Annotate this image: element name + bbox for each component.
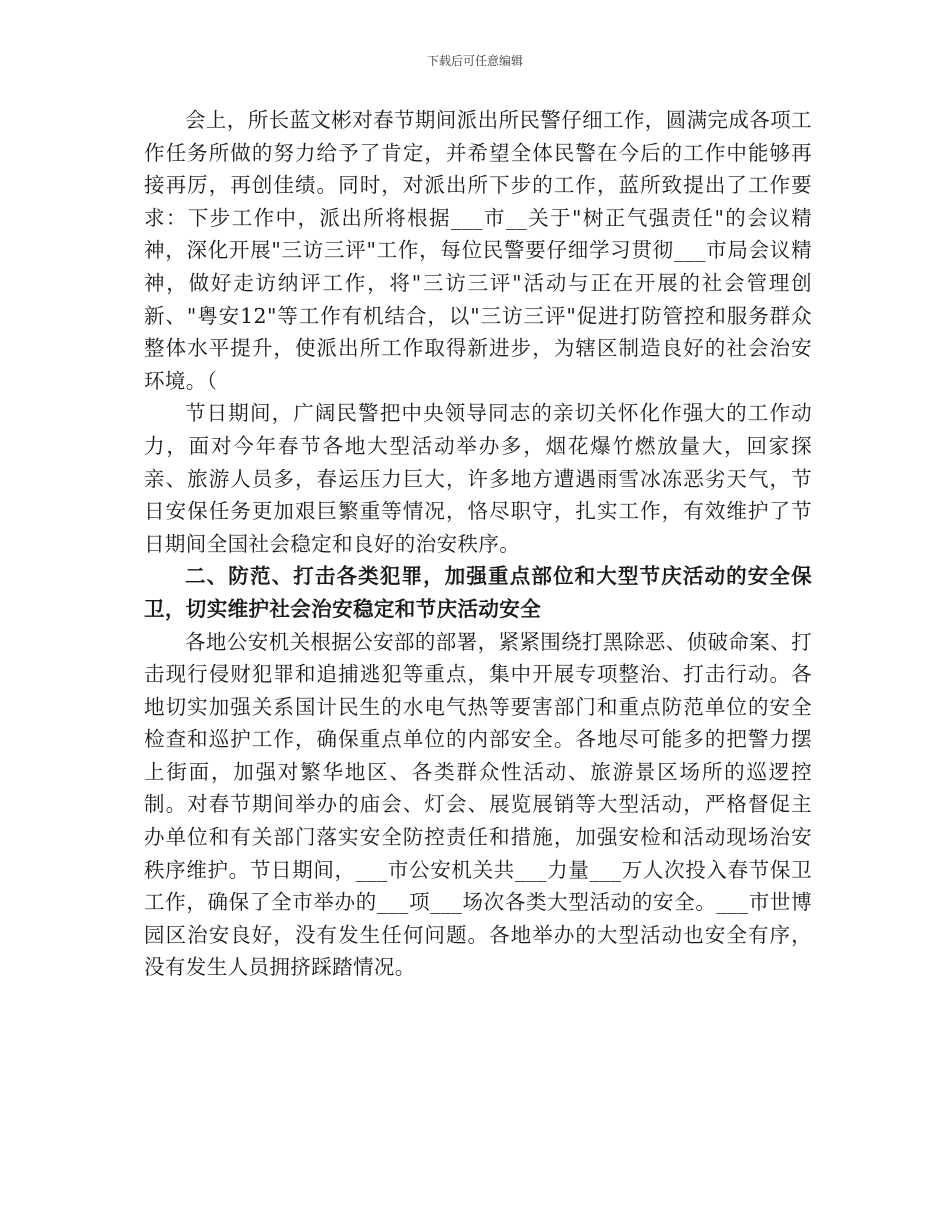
page-header: 下载后可任意编辑	[426, 54, 523, 68]
paragraph-security: 各地公安机关根据公安部的部署，紧紧围绕打黑除恶、侦破命案、打击现行侵财犯罪和追捕逃犯等重点，集中开展专项整治、打击行动。各地切实加强关系国计民生的水电气热等要害部门和重点防范单位的安全检查和巡护工作，确保重点单位的内部安全。各地尽可能多的把警力摆上街面，加强对繁华地区、各类群众性活动、旅游景区场所的巡逻控制。对春节期间举办的庙会、灯会、展览展销等大型活动，严格督促主办单位和有关部门落实安全防控责任和措施，加强安检和活动现场治安秩序维护。节日期间，___市公安机关共___力量___万人次投入春节保卫工作，确保了全市举办的___项___场次各类大型活动的安全。___市世博园区治安良好，没有发生任何问题。各地举办的大型活动也安全有序，没有发生人员拥挤踩踏情况。	[144, 629, 812, 980]
section-heading: 二、防范、打击各类犯罪，加强重点部位和大型节庆活动的安全保卫，切实维护社会治安稳定和节庆活动安全	[144, 564, 812, 621]
document-body	[144, 104, 812, 984]
paragraph-holiday: 节日期间，广阔民警把中央领导同志的亲切关怀化作强大的工作动力，面对今年春节各地大型活动举办多，烟花爆竹燃放量大，回家探亲、旅游人员多，春运压力巨大，许多地方遭遇雨雪冰冻恶劣天气，节日安保任务更加艰巨繁重等情况，恪尽职守，扎实工作，有效维护了节日期间全国社会稳定和良好的治安秩序。	[144, 401, 812, 556]
paragraph-meeting: 会上，所长蓝文彬对春节期间派出所民警仔细工作，圆满完成各项工作任务所做的努力给予了肯定，并希望全体民警在今后的工作中能够再接再厉，再创佳绩。同时，对派出所下步的工作，蓝所致提出了工作要求：下步工作中，派出所将根据___市__关于"树正气强责任"的会议精神，深化开展"三访三评"工作，每位民警要仔细学习贯彻___市局会议精神，做好走访纳评工作，将"三访三评"活动与正在开展的社会管理创新、"粤安12"等工作有机结合，以"三访三评"促进打防管控和服务群众整体水平提升，使派出所工作取得新进步，为辖区制造良好的社会治安环境。（	[144, 108, 812, 393]
